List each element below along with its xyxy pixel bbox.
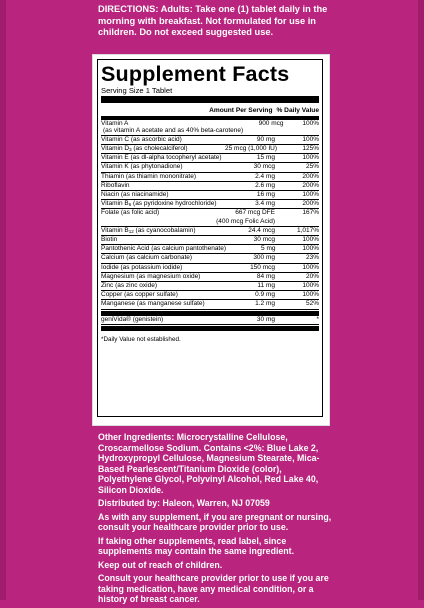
nutrient-name — [101, 182, 225, 190]
nutrient-name — [101, 120, 243, 135]
nutrient-amount — [225, 200, 275, 208]
nutrient-dv: 20% — [305, 272, 319, 280]
nutrient-name-text: Vitamin E (as dl-alpha tocopheryl acetate) — [101, 154, 222, 162]
nutrient-amount — [225, 254, 275, 262]
nutrient-dv: 125% — [302, 145, 319, 153]
nutrient-dv: 100% — [302, 135, 319, 143]
lower-text-block — [98, 432, 334, 608]
nutrient-name-part: Vitamin D — [101, 145, 130, 153]
nutrient-amount-text: 667 mcg DFE — [235, 209, 275, 217]
nutrient-amount-detail: (400 mcg Folic Acid) — [216, 217, 275, 225]
nutrient-amount — [225, 236, 275, 244]
nutrient-amount — [226, 245, 275, 253]
nutrient-amount — [225, 282, 275, 290]
nutrient-amount — [225, 182, 275, 190]
nutrient-dv: 167% — [302, 209, 319, 217]
nutrient-name — [101, 254, 225, 262]
nutrient-dv: 200% — [302, 200, 319, 208]
nutrient-name-part: (as cholecalciferol) — [131, 145, 188, 153]
nutrient-name-text: Niacin (as niacinamide) — [101, 191, 169, 199]
nutrient-amount — [225, 173, 275, 181]
nutrient-dv: 100% — [302, 236, 319, 244]
nutrient-dv: 100% — [302, 120, 319, 127]
warning-supplements: If taking other supplements, read label, since supplements may contain the same ingredient. — [98, 535, 295, 556]
facts-title: Supplement Facts — [101, 62, 290, 86]
nutrient-row — [101, 154, 319, 163]
nutrient-row — [101, 264, 319, 273]
nutrient-row — [101, 227, 319, 236]
nutrient-amount — [185, 209, 275, 225]
nutrient-name-text: Folate (as folic acid) — [101, 209, 160, 217]
nutrient-row — [101, 191, 319, 200]
nutrient-dv: 100% — [302, 291, 319, 299]
nutrient-amount-text: 30 mcg — [253, 163, 275, 171]
nutrient-dv: 100% — [302, 191, 319, 199]
nutrient-name-text: Calcium (as calcium carbonate) — [101, 254, 193, 262]
nutrient-amount-text: 84 mg — [256, 272, 275, 280]
header-dv: % Daily Value — [276, 107, 319, 114]
nutrient-name-text: Vitamin K (as phytonadione) — [101, 163, 183, 171]
nutrient-amount-text: 24.4 mcg — [248, 226, 275, 234]
nutrient-row — [101, 236, 319, 245]
warning-pregnant: As with any supplement, if you are pregnant or nursing, consult your healthcare provider prior to use. — [98, 511, 332, 532]
nutrient-amount — [225, 273, 275, 281]
nutrient-dv: 100% — [302, 282, 319, 290]
nutrient-amount — [225, 191, 275, 199]
nutrient-name — [101, 245, 226, 253]
header-amount: Amount Per Serving — [209, 107, 273, 114]
nutrient-dv: 23% — [305, 254, 319, 262]
nutrient-name — [101, 300, 225, 308]
nutrient-amount-text: 2.4 mg — [255, 172, 275, 180]
nutrient-name-text: Iodide (as potassium iodide) — [101, 263, 183, 271]
nutrient-amount — [225, 145, 278, 153]
nutrient-amount-text: 0.9 mg — [255, 291, 275, 299]
nutrient-name: geniVida® (genistein) — [101, 315, 164, 323]
warning-children: Keep out of reach of children. — [98, 559, 223, 570]
nutrient-name-part: (as pyridoxine hydrochloride) — [131, 200, 217, 208]
nutrient-row — [101, 273, 319, 282]
nutrient-amount-text: 25 mcg (1,000 IU) — [225, 145, 278, 153]
final-divider — [101, 326, 319, 331]
nutrient-list — [101, 120, 319, 310]
nutrient-name — [101, 209, 185, 225]
nutrient-dv: 100% — [302, 263, 319, 271]
nutrient-name-subscript: 3 — [129, 147, 132, 153]
nutrient-amount — [225, 136, 275, 144]
nutrient-row — [101, 173, 319, 182]
nutrient-name-part: Vitamin B — [101, 226, 129, 234]
nutrient-name — [101, 136, 225, 144]
nutrient-row — [101, 200, 319, 209]
nutrient-name — [101, 227, 225, 235]
nutrient-amount — [243, 120, 283, 135]
nutrient-row — [101, 282, 319, 291]
nutrient-amount: 30 mg — [256, 315, 275, 323]
nutrient-name-text: Thiamin (as thiamin mononitrate) — [101, 172, 197, 180]
nutrient-amount — [225, 163, 275, 171]
nutrient-amount — [225, 154, 275, 162]
right-edge-strip — [418, 0, 424, 600]
genividar-row — [101, 316, 319, 325]
nutrient-amount-text: 2.6 mg — [255, 181, 275, 189]
nutrient-amount-text: 300 mg — [253, 254, 275, 262]
nutrient-source: (as vitamin A acetate and as 40% beta-carotene) — [103, 127, 244, 135]
nutrient-dv: 200% — [302, 181, 319, 189]
nutrient-name-part: (as cyanocobalamin) — [133, 226, 196, 234]
nutrient-dv: 200% — [302, 172, 319, 180]
nutrient-name-text: Vitamin A — [101, 120, 129, 127]
nutrient-name — [101, 282, 225, 290]
nutrient-row — [101, 254, 319, 263]
nutrient-amount-text: 11 mg — [257, 282, 275, 290]
nutrient-name-text: Biotin — [101, 236, 118, 244]
nutrient-amount-text: 30 mcg — [253, 236, 275, 244]
nutrient-name — [101, 154, 225, 162]
nutrient-amount-text: 3.4 mg — [255, 200, 275, 208]
serving-size: Serving Size 1 Tablet — [101, 86, 173, 95]
nutrient-name — [101, 191, 225, 199]
nutrient-row — [101, 145, 319, 154]
nutrient-name-subscript: 12 — [128, 228, 134, 234]
nutrient-name — [101, 264, 225, 272]
supplement-facts-box — [97, 59, 323, 417]
thick-divider — [101, 96, 319, 103]
distributor: Distributed by: Haleon, Warren, NJ 07059 — [98, 498, 270, 508]
nutrient-row — [101, 182, 319, 191]
nutrient-row — [101, 291, 319, 300]
nutrient-amount — [225, 227, 275, 235]
facts-header-row — [101, 103, 319, 114]
nutrient-amount — [225, 300, 275, 308]
supplement-facts-panel — [92, 54, 330, 426]
other-ingredients: Other Ingredients: Microcrystalline Cellulose, Croscarmellose Sodium. Contains <2%: Blue Lake 2, Hydroxypropyl Cellulose, Magnesium Stearate, Mica-Based Pearlescent/Titanium Dioxide (color), Polyethylene Glycol, Polyvinyl Alcohol, Red Lake 40, Silicon Dioxide. — [98, 432, 320, 495]
warning-medication: Consult your healthcare provider prior to use if you are taking medication, have any medical condition, or a history of breast cancer. — [98, 573, 329, 604]
nutrient-amount — [225, 264, 275, 272]
nutrient-dv: 100% — [302, 245, 319, 253]
nutrient-row — [101, 136, 319, 145]
nutrient-dv: 52% — [305, 300, 319, 308]
nutrient-amount — [225, 291, 275, 299]
nutrient-name — [101, 236, 225, 244]
nutrient-amount-text: 900 mcg — [258, 120, 284, 127]
nutrient-row — [101, 300, 319, 309]
nutrient-amount-text: 15 mg — [256, 154, 275, 162]
directions-text: DIRECTIONS: Adults: Take one (1) tablet daily in the morning with breakfast. Not formulated for use in children. Do not exceed suggested use. — [98, 4, 328, 37]
nutrient-name — [101, 173, 225, 181]
nutrient-name — [101, 291, 225, 299]
nutrient-name-text: Pantothenic Acid (as calcium pantothenate) — [101, 245, 227, 253]
nutrient-name — [101, 145, 225, 153]
nutrient-name — [101, 200, 225, 208]
nutrient-name-part: Vitamin B — [101, 200, 129, 208]
nutrient-name-text: Magnesium (as magnesium oxide) — [101, 272, 201, 280]
nutrient-name-subscript: 6 — [128, 202, 132, 208]
nutrient-amount-text: 5 mg — [261, 245, 276, 253]
nutrient-name-text: Riboflavin — [101, 181, 130, 189]
nutrient-name-text: Copper (as copper sulfate) — [101, 291, 178, 299]
nutrient-row — [101, 209, 319, 226]
nutrient-row — [101, 120, 319, 136]
nutrient-name — [101, 273, 225, 281]
nutrient-name-text: Manganese (as manganese sulfate) — [101, 300, 205, 308]
nutrient-dv: 1,017% — [296, 226, 319, 234]
nutrient-amount-text: 16 mg — [256, 191, 275, 199]
nutrient-row — [101, 245, 319, 254]
nutrient-amount-text: 90 mg — [256, 135, 275, 143]
left-edge-strip — [0, 0, 6, 600]
nutrient-name-text: Vitamin C (as ascorbic acid) — [101, 135, 182, 143]
nutrient-row — [101, 163, 319, 172]
nutrient-name-text: Zinc (as zinc oxide) — [101, 282, 157, 290]
nutrient-dv: * — [316, 315, 319, 323]
nutrient-dv: 25% — [305, 163, 319, 171]
nutrient-amount-text: 150 mcg — [250, 263, 275, 271]
nutrient-name — [101, 163, 225, 171]
footnote: *Daily Value not established. — [101, 335, 181, 343]
nutrient-dv: 100% — [302, 154, 319, 162]
nutrient-amount-text: 1.2 mg — [255, 300, 275, 308]
